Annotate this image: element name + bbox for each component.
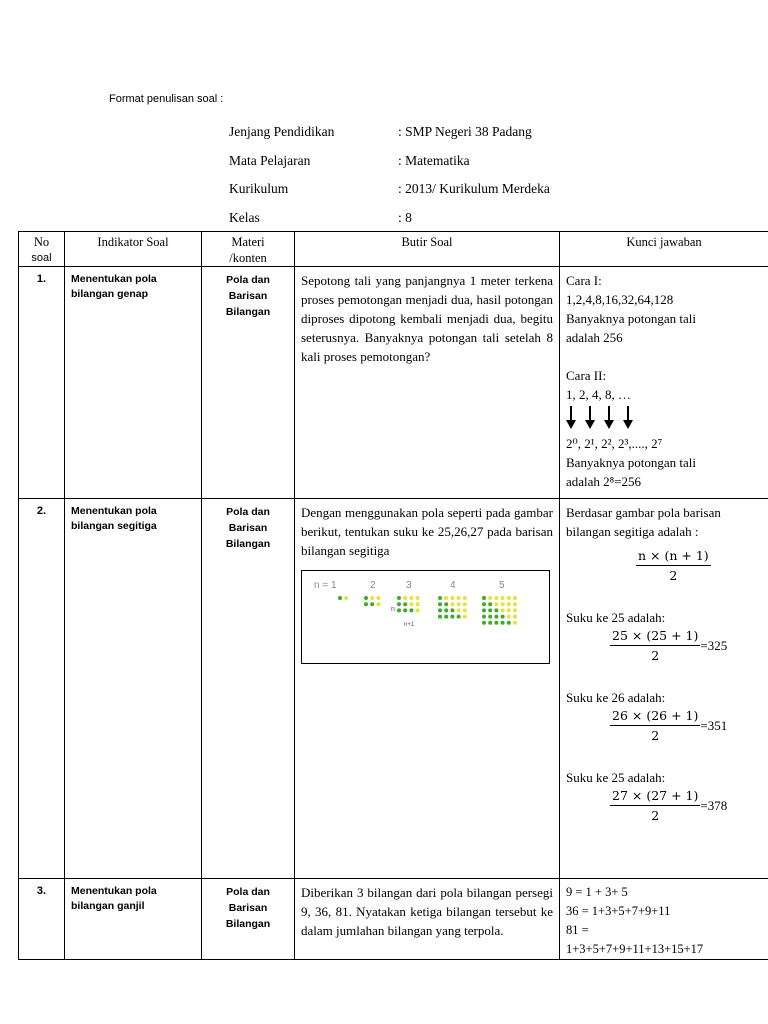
- pattern-dot: [416, 602, 420, 606]
- pattern-dot: [494, 621, 498, 625]
- pattern-dot: [501, 596, 505, 600]
- butir-soal-text: Sepotong tali yang panjangnya 1 meter terkena proses pemotongan menjadi dua, hasil potongan diproses dipotong kembali menjadi dua, begitu seterusnya. Banyaknya potongan tali setelah 8 kali proses pemotongan?: [295, 267, 560, 499]
- pattern-dot: [450, 596, 454, 600]
- materi-line: Bilangan: [225, 918, 271, 930]
- header-materi-line2: /konten: [229, 251, 267, 265]
- pattern-dot: [444, 596, 448, 600]
- suku-formula: [610, 627, 764, 664]
- pattern-dot: [507, 615, 511, 619]
- meta-row-mapel: [229, 147, 629, 176]
- pattern-dot: [409, 602, 413, 606]
- pattern-dot: [364, 602, 368, 606]
- butir-soal-text: Diberikan 3 bilangan dari pola bilangan persegi 9, 36, 81. Nyatakan ketiga bilangan tersebut ke dalam jumlahan bilangan yang terpola.: [295, 879, 560, 960]
- materi-text: [202, 879, 295, 960]
- meta-row-kurikulum: [229, 175, 629, 204]
- general-formula: [636, 547, 764, 584]
- cara2-result: adalah 2⁸=256: [566, 474, 642, 489]
- pattern-n-plus-label: n+1: [404, 622, 415, 628]
- pattern-dot: [482, 615, 486, 619]
- powers-of-two: 2⁰, 2¹, 2², 2³,...., 2⁷: [566, 436, 663, 451]
- pattern-dot: [463, 602, 467, 606]
- header-butir: Butir Soal: [295, 232, 560, 267]
- suku-result: =378: [700, 798, 728, 813]
- suku-label: Suku ke 26 adalah:: [566, 690, 666, 705]
- pattern-dot: [494, 615, 498, 619]
- kunci-jawaban: [560, 499, 768, 879]
- fraction-denominator: 2: [651, 728, 660, 743]
- pattern-dot: [488, 615, 492, 619]
- pattern-dot: [494, 596, 498, 600]
- pattern-dot: [513, 602, 517, 606]
- suku-label: Suku ke 25 adalah:: [566, 770, 666, 785]
- fraction-numerator: 25 × (25 + 1): [610, 627, 700, 646]
- cara1-result: adalah 256: [566, 330, 623, 345]
- pattern-dot: [494, 602, 498, 606]
- suku-formula: [610, 707, 764, 744]
- fraction-numerator: 27 × (27 + 1): [610, 787, 700, 806]
- pattern-dot: [376, 596, 380, 600]
- pattern-dot: [494, 608, 498, 612]
- pattern-dot: [403, 602, 407, 606]
- materi-text: [202, 267, 295, 499]
- materi-text: [202, 499, 295, 879]
- down-arrow-icon: [623, 406, 633, 430]
- pattern-dot: [444, 608, 448, 612]
- meta-row-jenjang: [229, 118, 629, 147]
- pattern-dot: [457, 596, 461, 600]
- pattern-dot: [457, 615, 461, 619]
- meta-label: Kurikulum: [229, 181, 289, 197]
- pattern-label: 5: [499, 580, 505, 591]
- row-number: 1.: [19, 267, 65, 499]
- header-materi-line1: Materi: [231, 235, 265, 249]
- pattern-dot: [513, 615, 517, 619]
- down-arrow-icon: [566, 406, 576, 430]
- down-arrow-icon: [585, 406, 595, 430]
- pattern-dot: [488, 596, 492, 600]
- pattern-label: 3: [406, 580, 412, 591]
- row-number: 2.: [19, 499, 65, 879]
- pattern-dot: [463, 608, 467, 612]
- indikator-text: Menentukan pola bilangan segitiga: [65, 499, 202, 879]
- header-kunci: Kunci jawaban: [560, 232, 768, 267]
- kunci-line: 9 = 1 + 3+ 5: [566, 885, 628, 899]
- meta-label: Kelas: [229, 209, 260, 225]
- table-header-row: [19, 232, 768, 267]
- kunci-line: 1+3+5+7+9+11+13+15+17: [566, 942, 704, 956]
- fraction: [610, 627, 700, 664]
- cara2-label: Cara II:: [566, 368, 607, 383]
- header-indikator: Indikator Soal: [65, 232, 202, 267]
- pattern-dot: [488, 602, 492, 606]
- indikator-text: Menentukan pola bilangan ganjil: [65, 879, 202, 960]
- suku-result: =325: [700, 638, 728, 653]
- table-row: [19, 267, 768, 499]
- pattern-dot: [507, 602, 511, 606]
- fraction-numerator: n × (n + 1): [636, 547, 711, 566]
- pattern-label: n = 1: [314, 580, 337, 591]
- meta-value: : Matematika: [398, 152, 470, 168]
- cara2-result: Banyaknya potongan tali: [566, 455, 696, 470]
- pattern-label: 2: [370, 580, 376, 591]
- pattern-dot: [403, 608, 407, 612]
- materi-line: Pola dan: [226, 886, 270, 898]
- pattern-dot: [501, 608, 505, 612]
- pattern-dot: [463, 596, 467, 600]
- pattern-dot: [482, 608, 486, 612]
- pattern-dot: [463, 615, 467, 619]
- kunci-line: 81 =: [566, 923, 589, 937]
- materi-line: Pola dan: [226, 274, 270, 286]
- pattern-dot: [501, 615, 505, 619]
- meta-label: Jenjang Pendidikan: [229, 124, 335, 140]
- fraction-denominator: 2: [651, 808, 660, 823]
- pattern-dot: [397, 608, 401, 612]
- pattern-dot: [409, 596, 413, 600]
- pattern-dot: [416, 608, 420, 612]
- materi-line: Bilangan: [225, 306, 271, 318]
- meta-value: : 8: [398, 209, 412, 225]
- butir-soal: [295, 499, 560, 879]
- pattern-dot: [507, 596, 511, 600]
- pattern-dot: [370, 602, 374, 606]
- pattern-dot: [338, 596, 342, 600]
- pattern-n-label: n: [391, 606, 395, 613]
- pattern-dot: [501, 621, 505, 625]
- kunci-intro: Berdasar gambar pola barisan bilangan segitiga adalah :: [566, 505, 721, 539]
- header-no-line1: No: [33, 235, 50, 249]
- pattern-dot: [450, 608, 454, 612]
- question-table: [18, 231, 768, 960]
- pattern-dot: [488, 608, 492, 612]
- pattern-dot: [438, 608, 442, 612]
- fraction-numerator: 26 × (26 + 1): [610, 707, 700, 726]
- pattern-dots: [338, 596, 517, 625]
- cara1-result: Banyaknya potongan tali: [566, 311, 696, 326]
- suku-formula: [610, 787, 764, 824]
- format-title: Format penulisan soal :: [109, 93, 224, 105]
- pattern-label: 4: [450, 580, 456, 591]
- pattern-dot: [403, 596, 407, 600]
- pattern-dot: [450, 615, 454, 619]
- pattern-dot: [438, 602, 442, 606]
- pattern-dot: [444, 602, 448, 606]
- down-arrow-icon: [604, 406, 614, 430]
- pattern-dot: [376, 602, 380, 606]
- pattern-dot: [482, 602, 486, 606]
- cara2-sequence: 1, 2, 4, 8, …: [566, 387, 631, 402]
- pattern-dot: [397, 602, 401, 606]
- header-no: [19, 232, 65, 267]
- pattern-dot: [513, 621, 517, 625]
- fraction: [610, 787, 700, 824]
- pattern-dot: [488, 621, 492, 625]
- materi-line: Barisan: [228, 290, 268, 302]
- meta-label: Mata Pelajaran: [229, 152, 311, 168]
- fraction-denominator: 2: [651, 648, 660, 663]
- pattern-dot: [364, 596, 368, 600]
- meta-value: : SMP Negeri 38 Padang: [398, 124, 532, 140]
- kunci-line: 36 = 1+3+5+7+9+11: [566, 904, 671, 918]
- materi-line: Bilangan: [225, 538, 271, 550]
- pattern-dot: [416, 596, 420, 600]
- fraction-denominator: 2: [669, 568, 678, 583]
- pattern-dot: [438, 596, 442, 600]
- arrow-group: [566, 406, 764, 430]
- fraction: [610, 707, 700, 744]
- row-number: 3.: [19, 879, 65, 960]
- pattern-dot: [450, 602, 454, 606]
- materi-line: Pola dan: [226, 506, 270, 518]
- pattern-dot: [397, 596, 401, 600]
- header-no-line2: soal: [31, 252, 52, 264]
- meta-row-kelas: [229, 204, 629, 233]
- pattern-dot: [482, 596, 486, 600]
- suku-label: Suku ke 25 adalah:: [566, 610, 666, 625]
- fraction: [636, 547, 711, 584]
- indikator-text: Menentukan pola bilangan genap: [65, 267, 202, 499]
- meta-value: : 2013/ Kurikulum Merdeka: [398, 181, 550, 197]
- pattern-dot: [438, 615, 442, 619]
- cara1-sequence: 1,2,4,8,16,32,64,128: [566, 292, 674, 307]
- materi-line: Barisan: [228, 902, 268, 914]
- suku-result: =351: [700, 718, 728, 733]
- pattern-dot: [501, 602, 505, 606]
- pattern-dot: [409, 608, 413, 612]
- pattern-dot: [507, 608, 511, 612]
- pattern-dot: [344, 596, 348, 600]
- header-materi: [202, 232, 295, 267]
- pattern-dot: [457, 608, 461, 612]
- materi-line: Barisan: [228, 522, 268, 534]
- table-row: [19, 499, 768, 879]
- pattern-dot: [370, 596, 374, 600]
- triangular-pattern-figure: [301, 570, 550, 664]
- pattern-dot: [482, 621, 486, 625]
- pattern-dot: [457, 602, 461, 606]
- pattern-dot: [507, 621, 511, 625]
- pattern-dot: [444, 615, 448, 619]
- kunci-jawaban: [560, 267, 768, 499]
- butir-soal-text: Dengan menggunakan pola seperti pada gambar berikut, tentukan suku ke 25,26,27 pada barisan bilangan segitiga: [301, 505, 553, 558]
- document-meta: [229, 118, 629, 232]
- cara1-label: Cara I:: [566, 273, 602, 288]
- kunci-jawaban: [560, 879, 768, 960]
- pattern-dot: [513, 608, 517, 612]
- table-row: [19, 879, 768, 960]
- pattern-dot: [513, 596, 517, 600]
- pattern-svg: [302, 571, 549, 663]
